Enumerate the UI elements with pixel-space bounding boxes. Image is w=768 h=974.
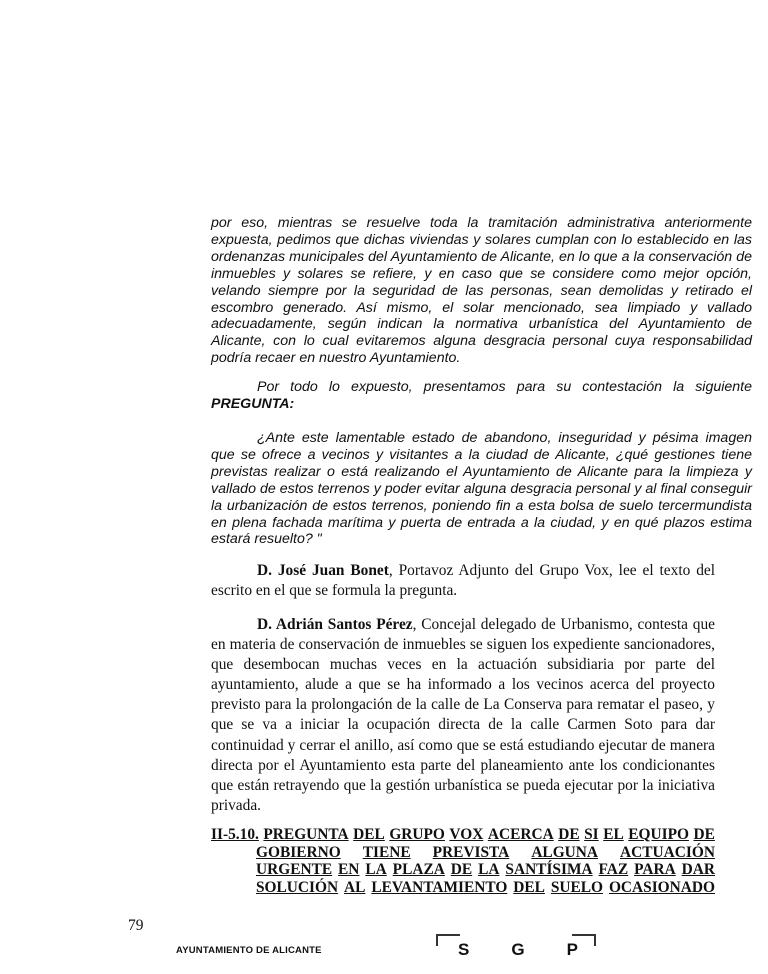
logo-letter-p: P xyxy=(566,940,578,959)
paragraph-request-continuation: por eso, mientras se resuelve toda la tramitación administrativa anteriormente expuesta, pedimos que dichas viviendas y solares cumplan con lo establecido en las ordenanzas municipales del Ayuntamiento de Alicante, en lo que a la conservación de inmuebles y solares se refiere, y en caso que se considere como mejor opción, velando siempre por la seguridad de las personas, sean demolidas y retirado el escombro generado. Así mismo, el solar mencionado, sea limpiado y vallado adecuadamente, según indican la normativa urbanística del Ayuntamiento de Alicante, con lo cual evitaremos alguna desgracia personal cuya responsabilidad podría recaer en nuestro Ayuntamiento. xyxy=(211,215,752,367)
paragraph-question: ¿Ante este lamentable estado de abandono, inseguridad y pésima imagen que se ofrece a vecinos y visitantes a la ciudad de Alicante, ¿qué gestiones tiene previstas realizar o está realizando el Ayuntamiento de Alicante para la limpieza y vallado de estos terrenos y poder evitar alguna desgracia personal y al final conseguir la urbanización de estos terrenos, poniendo fin a esta bolsa de suelo tercermundista en plena fachada marítima y puerta de entrada a la ciudad, y en qué plazos estima estará resuelto? " xyxy=(211,430,752,548)
heading-line-4 xyxy=(211,879,715,897)
heading-word: TIENE xyxy=(362,843,411,861)
heading-word: EQUIPO xyxy=(628,826,689,843)
heading-word: DE xyxy=(693,826,715,843)
heading-word: LEVANTAMIENTO xyxy=(371,878,508,896)
heading-word: PARA xyxy=(634,861,676,878)
heading-word: DE xyxy=(450,861,473,878)
paragraph-speaker-bonet xyxy=(211,561,715,601)
heading-word: ACERCA xyxy=(487,826,554,843)
heading-word: SOLUCIÓN xyxy=(256,878,339,896)
heading-word: GOBIERNO xyxy=(256,843,341,861)
heading-line-3 xyxy=(211,861,715,879)
heading-word: LA xyxy=(478,861,500,878)
heading-word: EN xyxy=(338,861,360,878)
heading-word: PREGUNTA xyxy=(263,826,349,843)
heading-word: AL xyxy=(344,878,366,896)
logo-letter-s: S xyxy=(458,940,470,959)
heading-word: SUELO xyxy=(550,878,604,896)
logo-letter-g: G xyxy=(511,940,525,959)
heading-word: SANTÍSIMA xyxy=(505,861,593,878)
paragraph-speaker-santos xyxy=(211,615,715,816)
speaker-text-santos: , Concejal delegado de Urbanismo, contesta que en materia de conservación de inmuebles se siguen los expediente sancionadores, que desembocan muchas veces en la actuación subsidiaria por parte del ayuntamiento, alude a que se ha informado a los vecinos acerca del proyecto previsto para la prolongación de la calle de La Conserva para rematar el paseo, y que se va a iniciar la ocupación directa de la calle Carmen Soto para dar continuidad y cerrar el anillo, así como que se está estudiando ejecutar de manera directa por el Ayuntamiento esta parte del planeamiento ante los condicionantes que están retrayendo que la gestión urbanística se pueda ejecutar por la iniciativa privada. xyxy=(211,616,715,814)
section-heading xyxy=(211,826,715,896)
heading-word: FAZ xyxy=(598,861,629,878)
heading-word: EL xyxy=(603,826,624,843)
footer-organization: AYUNTAMIENTO DE ALICANTE xyxy=(176,945,322,956)
heading-word: URGENTE xyxy=(256,861,333,878)
paragraph-question-intro xyxy=(211,379,752,413)
heading-word: PREVISTA xyxy=(432,843,510,861)
sgp-logo xyxy=(436,934,596,974)
logo-corner-left xyxy=(436,934,460,946)
heading-word: ACTUACIÓN xyxy=(620,843,715,861)
speaker-text-bonet: , Portavoz Adjunto del Grupo Vox, lee el texto del escrito en el que se formula la pregunta. xyxy=(211,562,716,600)
question-label: PREGUNTA: xyxy=(211,395,295,412)
heading-word: DEL xyxy=(513,878,545,896)
heading-line-1 xyxy=(211,826,715,844)
heading-word: SI xyxy=(584,826,599,843)
heading-line-2 xyxy=(211,844,715,862)
speaker-name-bonet: D. José Juan Bonet xyxy=(257,562,389,579)
logo-letters xyxy=(458,940,578,960)
heading-word: VOX xyxy=(449,826,484,843)
heading-word: OCASIONADO xyxy=(608,878,715,896)
page-number: 79 xyxy=(128,917,144,934)
heading-word: II-5.10. xyxy=(211,826,259,843)
heading-word: DAR xyxy=(681,861,715,878)
heading-word: GRUPO xyxy=(389,826,445,843)
heading-word: ALGUNA xyxy=(531,843,599,861)
heading-word: DE xyxy=(558,826,580,843)
speaker-name-santos: D. Adrián Santos Pérez xyxy=(257,616,413,633)
heading-word: LA xyxy=(365,861,387,878)
heading-word: DEL xyxy=(353,826,385,843)
question-intro-text: Por todo lo expuesto, presentamos para su contestación la siguiente xyxy=(257,379,752,395)
heading-word: PLAZA xyxy=(392,861,445,878)
